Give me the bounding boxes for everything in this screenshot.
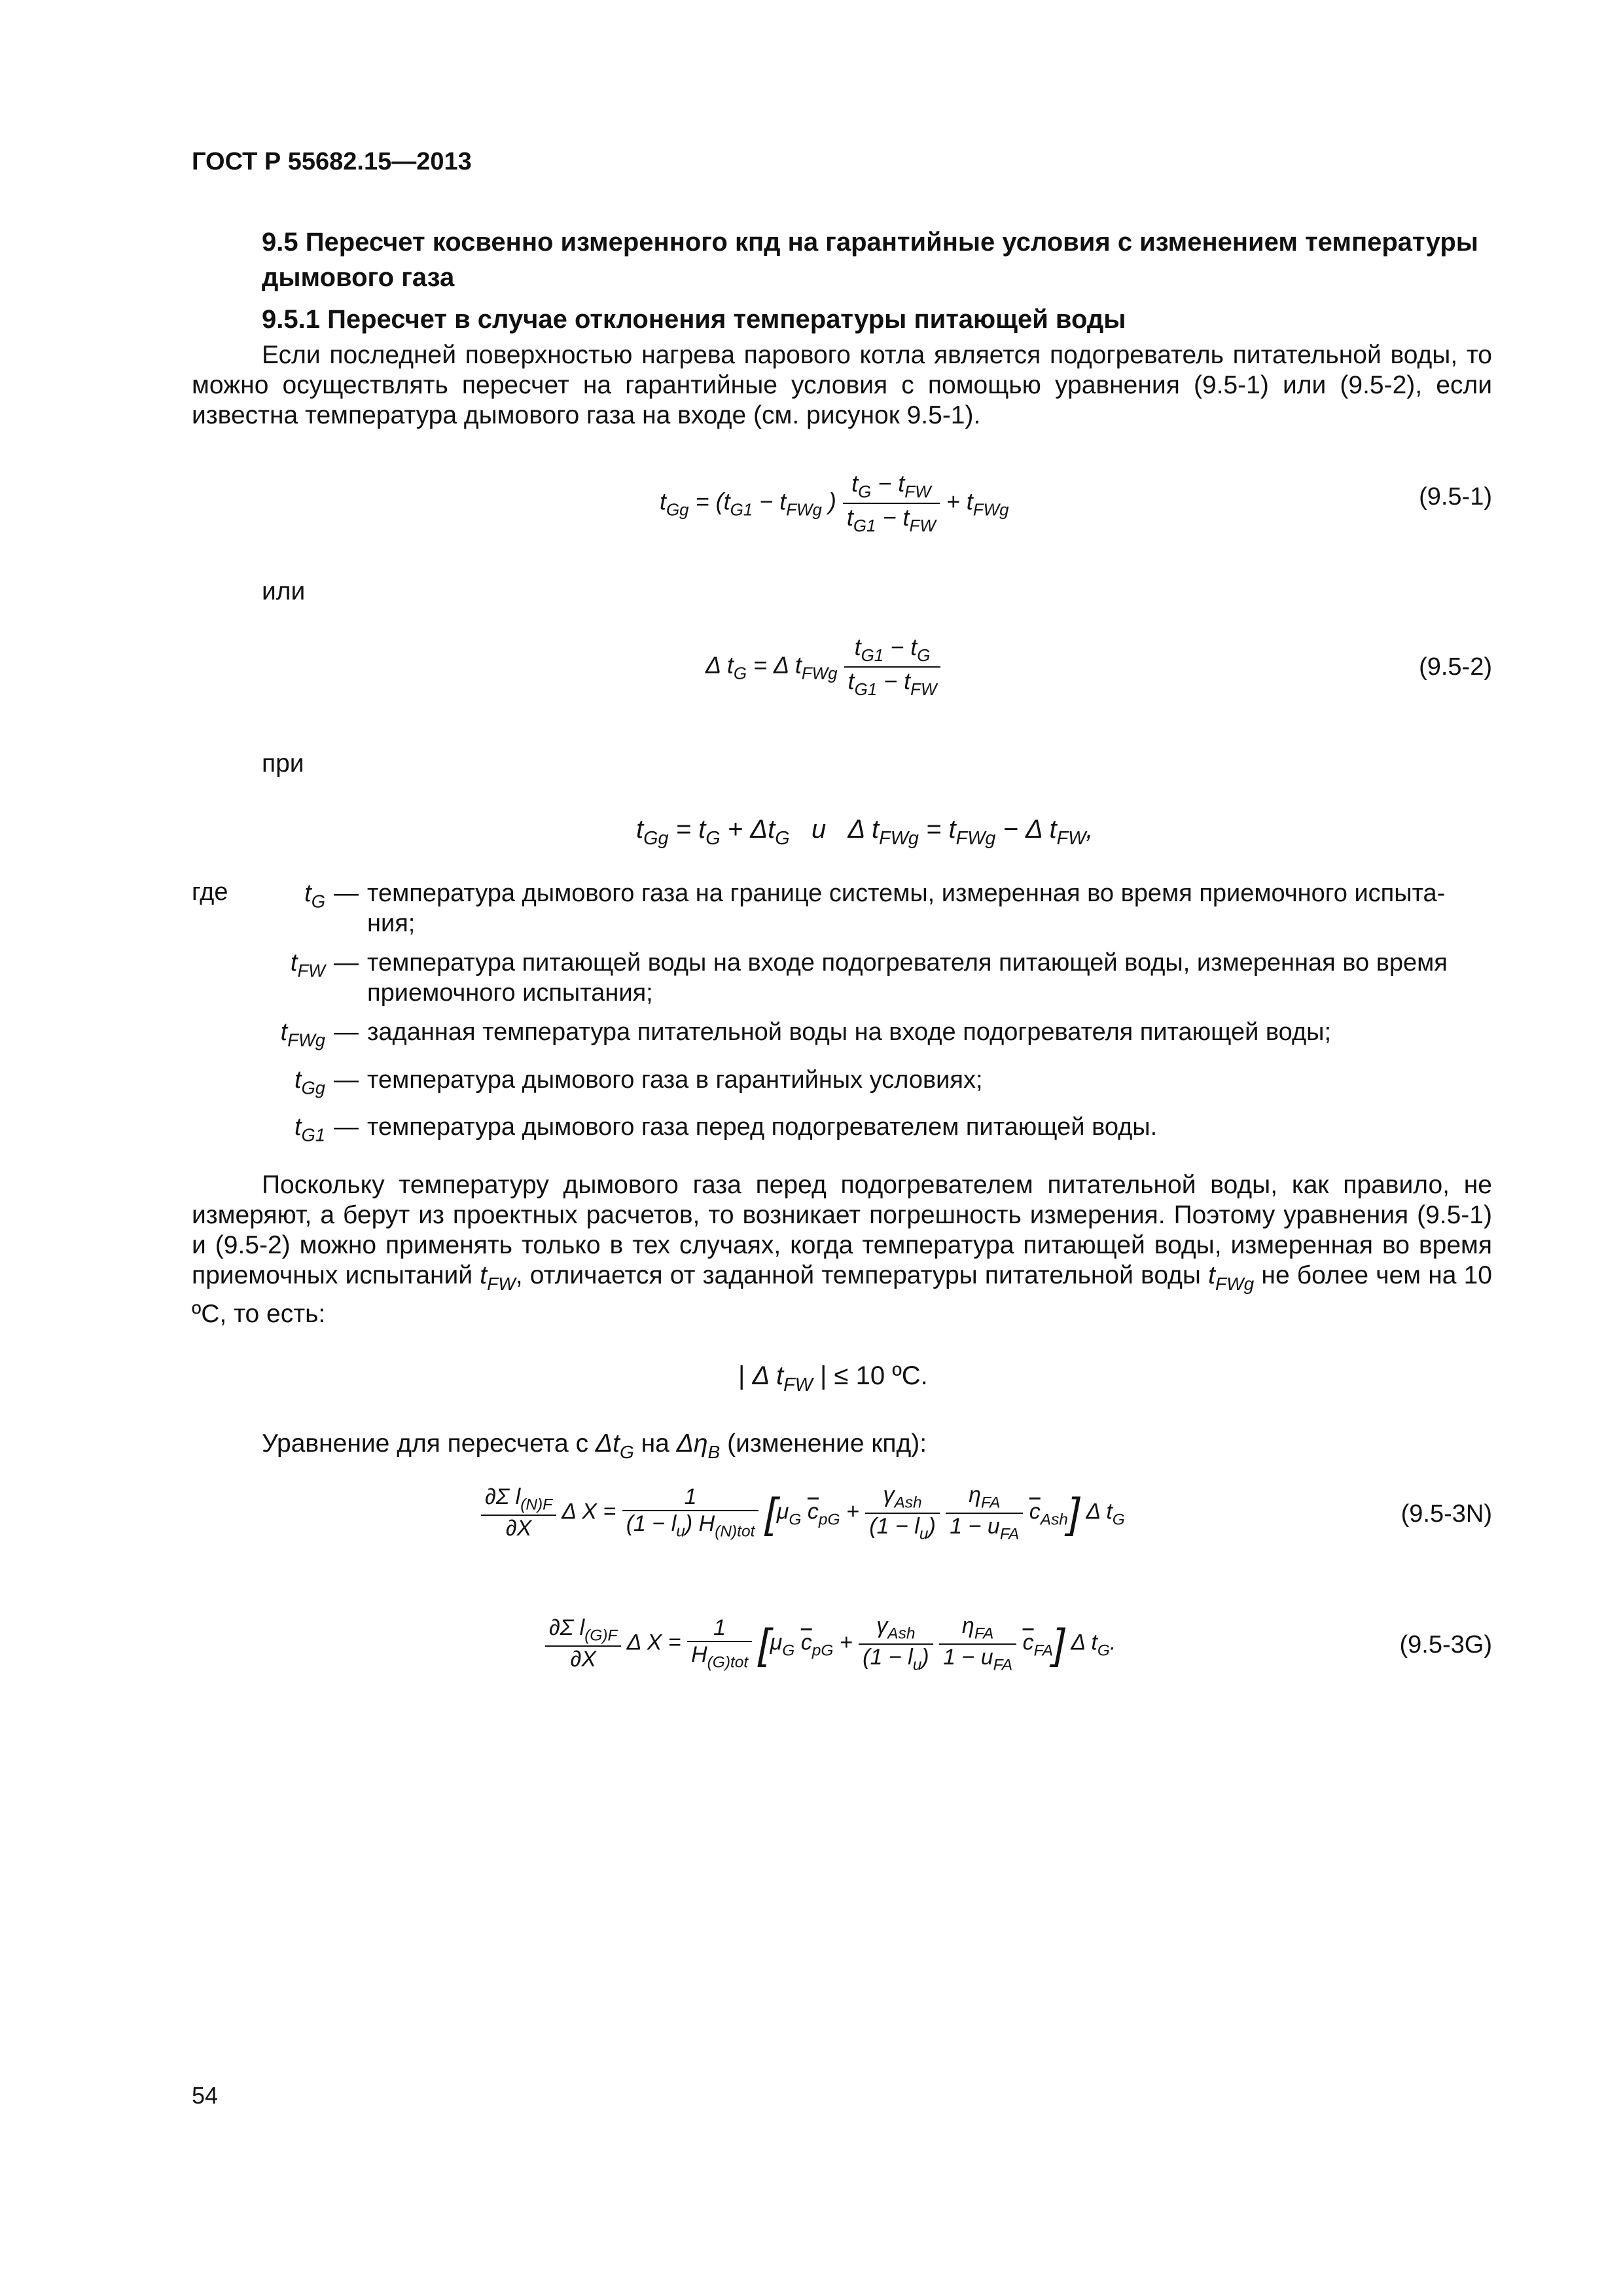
intro-paragraph: Если последней поверхностью нагрева парового котла является подогреватель питательной воды, то можно осуществлять пересчет на гарантийные условия с помощью уравнения (9.5-1) или (9.5-2), если известна температура дымового газа на входе (см. рисунок 9.5-1). (192, 341, 1492, 429)
equation-9-5-2: Δ $t_G = \Delta$ $t_{FWg}$ $\frac{t_{G1} - t_G}{t_{G1} - t_{FW}}$ (705, 634, 940, 700)
definition-item: $t_{G1}$ — температура дымового газа перед подогревателем питающей воды. (294, 1113, 1158, 1145)
body-paragraph-2: Поскольку температуру дымового газа перед подогревателем питательной воды, как правило, не измеряют, а берут из проектных расчетов, то возникает погрешность измерения. Поэтому уравнения (9.5-1) и (9.5-2) можно применять только в тех случаях, когда температура питающей воды, измеренная во время приемочных испытаний $t_{FW}$, отличается от заданной температуры питательной воды $t_{FWg}$ не более чем на 10 ºC, то есть: (192, 1171, 1492, 1328)
at-word: при (262, 749, 304, 778)
equation-number-9-5-3G: (9.5-3G) (1399, 1631, 1492, 1659)
or-word: или (262, 577, 306, 605)
equation-number-9-5-3N: (9.5-3N) (1400, 1500, 1492, 1528)
equation-9-5-3N: $\frac{\partial\Sigma l_{(N)F}}{\partial X}$ Δ X = $\frac{1}{(1 - l_u) H_{(N)tot}}$ [$\mu_G$ $\overline{c}_{pG}$ + $\frac{\gamma_{Ash}}{(1 - l_u)}$ $\frac{\eta_{FA}}{1 - u_{FA}}$ $\overline{c}_{Ash}$] Δ $t_G$ (481, 1482, 1125, 1543)
section-title: 9.5 Пересчет косвенно измеренного кпд на гарантийные условия с изменением температуры дымового газа (262, 228, 1478, 292)
where-word: где (192, 878, 228, 906)
equation-9-5-1: $t_{Gg} = (t_{G1} - t_{FWg}$ ) $\frac{t_G - t_{FW}}{t_{G1} - t_{FW}}$ + $t_{FWg}$ (660, 470, 1009, 535)
definitions-list (170, 878, 1492, 1160)
relation-line: $t_{Gg} = t_G + \Delta t_G$ и Δ $t_{FWg} = t_{FWg} - \Delta$ $t_{FW}$, (636, 815, 1094, 850)
definition-item: $t_{Gg}$ — температура дымового газа в гарантийных условиях; (294, 1066, 983, 1098)
subsection-title: 9.5.1 Пересчет в случае отклонения температуры питающей воды (262, 305, 1126, 334)
equation-number-9-5-2: (9.5-2) (1419, 653, 1492, 681)
body-paragraph-3: Уравнение для пересчета с $\Delta t_G$ на $\Delta\eta_B$ (изменение кпд): (262, 1429, 927, 1462)
document-code: ГОСТ Р 55682.15—2013 (192, 148, 472, 175)
definition-item: $t_G$ — температура дымового газа на границе системы, измеренная во время приемочного испыта-ния; (304, 880, 1446, 937)
equation-9-5-3G: $\frac{\partial\Sigma l_{(G)F}}{\partial X}$ Δ X = $\frac{1}{H_{(G)tot}}$ [$\mu_G$ $\overline{c}_{pG}$ + $\frac{\gamma_{Ash}}{(1 - l_u)}$ $\frac{\eta_{FA}}{1 - u_{FA}}$ $\overline{c}_{FA}$] Δ $t_G$. (545, 1613, 1116, 1674)
definition-item: $t_{FWg}$ — заданная температура питательной воды на входе подогревателя питающей воды; (280, 1018, 1332, 1050)
page-number: 54 (192, 2082, 219, 2109)
equation-number-9-5-1: (9.5-1) (1419, 483, 1492, 511)
definition-item: $t_{FW}$ — температура питающей воды на входе подогревателя питающей воды, измеренная во время приемочного испытания; (290, 949, 1448, 1007)
condition-equation: | Δ $t_{FW}$ | ≤ 10 ºC. (738, 1361, 928, 1396)
